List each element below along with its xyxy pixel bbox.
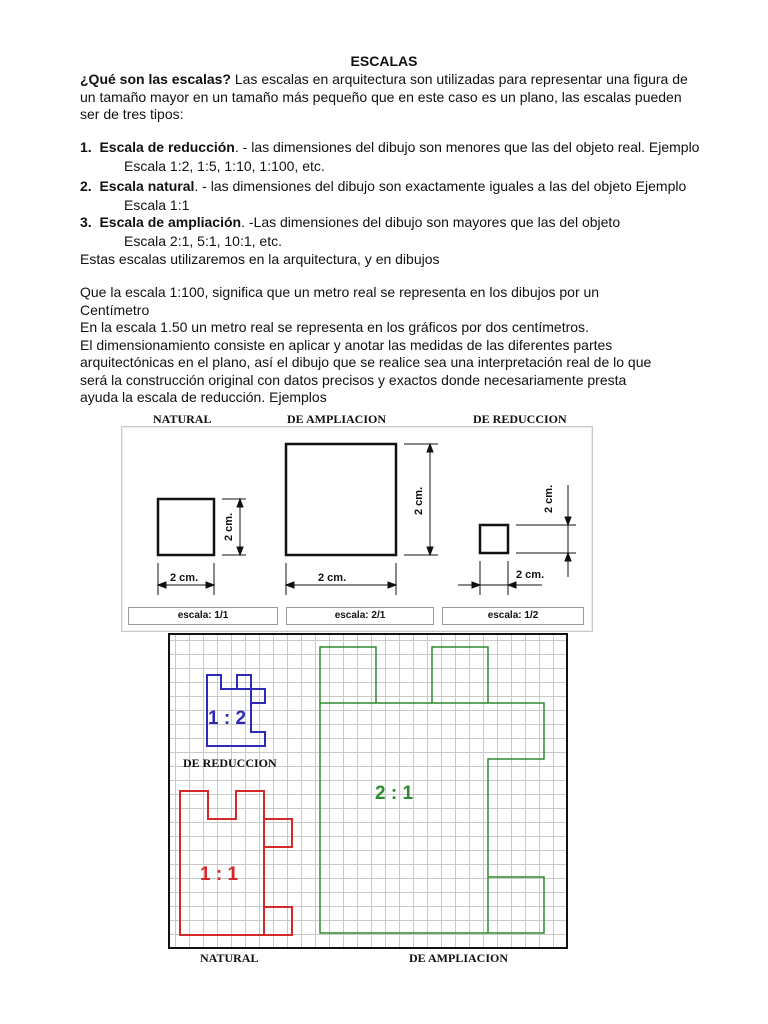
- reduccion-square: [480, 525, 508, 553]
- fig1-label-ampliacion: DE AMPLIACION: [287, 412, 387, 426]
- grid-drawings: [170, 635, 566, 947]
- explanation-line: arquitectónicas en el plano, así el dibujo que se realice sea una interpretación real de lo que: [80, 354, 652, 370]
- explanation-line: El dimensionamiento consiste en aplicar y anotar las medidas de las diferentes partes: [80, 336, 613, 353]
- type-number: 2.: [80, 178, 92, 194]
- explanation-line: Centímetro: [80, 301, 150, 318]
- ratio-label-ampliacion: 2 : 1: [375, 783, 414, 804]
- label-natural: NATURAL: [200, 951, 259, 965]
- scale-drawings: [122, 427, 592, 631]
- scale-comparison-figure: [121, 426, 593, 632]
- ratio-label-reduccion: 1 : 2: [208, 708, 247, 729]
- intro-line-1: Las escalas en arquitectura son utilizadas para representar una figura de: [230, 71, 688, 87]
- type-name: Escala de ampliación: [99, 214, 242, 230]
- type-item-ampliacion: [80, 213, 720, 249]
- reduccion-height-label: 2 cm.: [543, 484, 555, 513]
- explanation-line: En la escala 1.50 un metro real se representa en los gráficos por dos centímetros.: [80, 319, 589, 335]
- ampliacion-height-label: 2 cm.: [413, 486, 425, 515]
- document-title: ESCALAS: [350, 53, 418, 69]
- scale-box-reduccion: escala: 1/2: [442, 607, 584, 625]
- type-desc: . - las dimensiones del dibujo son exactamente iguales a las del objeto Ejemplo: [194, 178, 687, 194]
- explanation-line: Que la escala 1:100, significa que un metro real se representa en los dibujos por un: [80, 284, 600, 300]
- type-example: Escala 2:1, 5:1, 10:1, etc.: [124, 233, 282, 249]
- fig1-label-reduccion: DE REDUCCION: [473, 412, 567, 426]
- scale-box-natural: escala: 1/1: [128, 607, 278, 625]
- intro-line-2: un tamaño mayor en un tamaño más pequeño que en este caso es un plano, las escalas pueden: [80, 88, 682, 105]
- type-number: 3.: [80, 214, 92, 230]
- intro-paragraph: [80, 71, 700, 124]
- type-desc: . - las dimensiones del dibujo son menores que las del objeto real. Ejemplo: [234, 139, 700, 155]
- explanation-line: será la construcción original con datos precisos y exactos donde necesariamente presta: [80, 371, 627, 388]
- ratio-label-natural: 1 : 1: [200, 864, 239, 885]
- natural-shape: [180, 791, 292, 935]
- type-name: Escala natural: [99, 178, 195, 194]
- reduccion-width-label: 2 cm.: [516, 569, 545, 581]
- ampliacion-shape: [320, 647, 544, 933]
- ampliacion-square: [286, 444, 396, 555]
- type-number: 1.: [80, 139, 92, 155]
- label-ampliacion: DE AMPLIACION: [409, 951, 509, 965]
- ampliacion-width-label: 2 cm.: [318, 572, 347, 584]
- explanation-line: ayuda la escala de reducción. Ejemplos: [80, 389, 327, 405]
- label-reduccion: DE REDUCCION: [183, 756, 277, 770]
- type-example: Escala 1:1: [124, 197, 190, 213]
- fig1-label-natural: NATURAL: [153, 412, 212, 426]
- scale-box-ampliacion: escala: 2/1: [286, 607, 434, 625]
- explanation-paragraph: [80, 284, 720, 407]
- type-desc: . -Las dimensiones del dibujo son mayores que las del objeto: [241, 214, 621, 230]
- natural-width-label: 2 cm.: [170, 572, 199, 584]
- usage-line: Estas escalas utilizaremos en la arquitectura, y en dibujos: [80, 251, 440, 267]
- intro-lead: ¿Qué son las escalas?: [80, 71, 231, 87]
- natural-height-label: 2 cm.: [223, 512, 235, 541]
- type-item-natural: [80, 177, 720, 213]
- grid-scale-figure: [168, 633, 568, 949]
- type-item-reduccion: [80, 138, 720, 174]
- natural-square: [158, 499, 214, 555]
- type-example: Escala 1:2, 1:5, 1:10, 1:100, etc.: [124, 158, 325, 174]
- intro-line-3: ser de tres tipos:: [80, 106, 184, 122]
- type-name: Escala de reducción: [99, 139, 235, 155]
